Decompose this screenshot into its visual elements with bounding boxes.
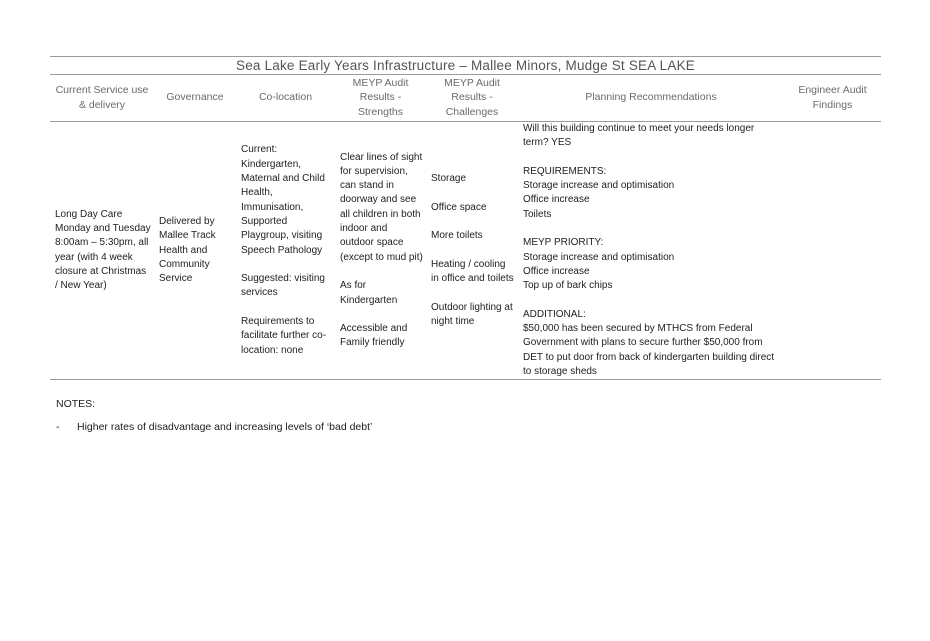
cell-governance: Delivered by Mallee Track Health and Community Service [154, 122, 236, 380]
notes-heading: NOTES: [56, 398, 96, 410]
strength-item: As for Kindergarten [340, 280, 398, 306]
header-engineer: Engineer Audit Findings [784, 74, 881, 122]
challenge-item: More toilets [431, 230, 483, 242]
challenge-item: Outdoor lighting at night time [431, 301, 513, 327]
header-challenges: MEYP Audit Results - Challenges [426, 74, 518, 122]
table-title: Sea Lake Early Years Infrastructure – Mallee Minors, Mudge St SEA LAKE [50, 56, 881, 75]
notes-item [56, 421, 372, 433]
header-strengths: MEYP Audit Results - Strengths [335, 74, 426, 122]
requirement-item: Toilets [523, 208, 552, 220]
priority-item: Office increase [523, 265, 590, 277]
header-colocation: Co-location [236, 74, 335, 122]
infrastructure-table [50, 74, 881, 380]
challenge-item: Heating / cooling in office and toilets [431, 258, 514, 285]
colocation-current: Current: Kindergarten, Maternal and Child Health, Immunisation, Supported Playgroup, visiting Speech Pathology [241, 144, 325, 256]
priority-item: Top up of bark chips [523, 280, 613, 292]
table-row [50, 122, 881, 380]
challenge-item: Storage [431, 173, 467, 185]
strength-item: Clear lines of sight for supervision, can stand in doorway and see all children in both indoor and outdoor space (except to mud pit) [340, 151, 423, 263]
planning-question: Will this building continue to meet your needs longer term? YES [523, 123, 755, 149]
requirements-heading: REQUIREMENTS: [523, 165, 607, 177]
notes-dash: - [56, 421, 60, 433]
cell-service: Long Day Care Monday and Tuesday 8:00am – 5:30pm, all year (with 4 week closure at Christmas / New Year) [50, 122, 154, 380]
additional-heading: ADDITIONAL: [523, 308, 586, 320]
cell-colocation [236, 122, 335, 380]
notes-item-text: Higher rates of disadvantage and increasing levels of ‘bad debt’ [77, 421, 373, 433]
strength-item: Accessible and Family friendly [340, 323, 408, 349]
header-planning: Planning Recommendations [518, 74, 784, 122]
priority-heading: MEYP PRIORITY: [523, 237, 604, 249]
requirement-item: Storage increase and optimisation [523, 180, 675, 192]
colocation-requirements: Requirements to facilitate further co-location: none [241, 316, 327, 356]
additional-text: $50,000 has been secured by MTHCS from Federal Government with plans to secure further $50,000 from DET to put door from back of kindergarten building direct to storage sheds [523, 323, 775, 378]
header-service: Current Service use & delivery [50, 74, 154, 122]
header-governance: Governance [154, 74, 236, 122]
colocation-suggested: Suggested: visiting services [241, 273, 325, 299]
cell-strengths [335, 122, 426, 380]
cell-challenges [426, 122, 518, 380]
cell-engineer [784, 122, 881, 380]
cell-planning [518, 122, 784, 380]
header-row [50, 74, 881, 122]
challenge-item: Office space [431, 201, 487, 213]
requirement-item: Office increase [523, 194, 590, 206]
priority-item: Storage increase and optimisation [523, 251, 675, 263]
